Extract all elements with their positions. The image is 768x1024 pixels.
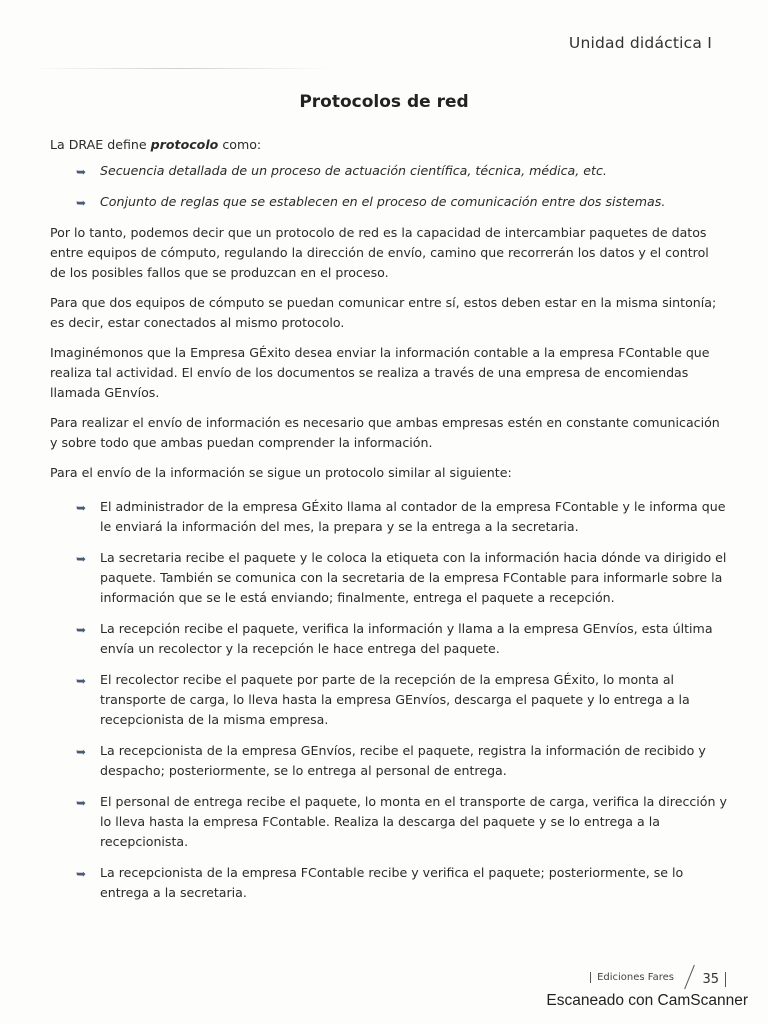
arrow-bullet-icon: ➥ (76, 501, 87, 515)
arrow-bullet-icon: ➥ (76, 196, 87, 210)
page-number: 35 (702, 972, 726, 987)
intro-suffix: como: (218, 137, 262, 152)
step-text: La recepción recibe el paquete, verifica la información y llama a la empresa GEnvíos, esta última envía un recolector y la recepción le hace entrega del paquete. (100, 621, 713, 656)
paragraph: Imaginémonos que la Empresa GÉxito desea enviar la información contable a la empresa FContable que realiza tal actividad. El envío de los documentos se realiza a través de una empresa de encomiendas llamada GEnvíos. (50, 345, 710, 400)
list-item (50, 619, 728, 659)
step-text: El administrador de la empresa GÉxito llama al contador de la empresa FContable y le informa que le enviará la información del mes, la prepara y se la entrega a la secretaria. (100, 499, 726, 534)
list-item (50, 192, 728, 212)
arrow-bullet-icon: ➥ (76, 623, 87, 637)
intro-paragraph (50, 135, 728, 155)
list-item (50, 497, 728, 537)
list-item (50, 548, 728, 608)
paragraph: Para el envío de la información se sigue un protocolo similar al siguiente: (50, 465, 512, 480)
intro-prefix: La DRAE define (50, 137, 151, 152)
paragraph: Para que dos equipos de cómputo se puedan comunicar entre sí, estos deben estar en la misma sintonía; es decir, estar conectados al mismo protocolo. (50, 295, 717, 330)
step-text: La secretaria recibe el paquete y le coloca la etiqueta con la información hacia dónde va dirigido el paquete. También se comunica con la secretaria de la empresa FContable para informarle sobre la información que se le está enviando; finalmente, entrega el paquete a recepción. (100, 550, 727, 605)
paragraph: Para realizar el envío de información es necesario que ambas empresas estén en constante comunicación y sobre todo que ambas puedan comprender la información. (50, 415, 720, 450)
footer-divider (684, 965, 695, 989)
list-item (50, 670, 728, 730)
definition-text: Secuencia detallada de un proceso de actuación científica, técnica, médica, etc. (100, 163, 607, 178)
page-title: Protocolos de red (299, 92, 469, 112)
unit-header: Unidad didáctica I (568, 34, 712, 52)
intro-term: protocolo (150, 137, 219, 152)
arrow-bullet-icon: ➥ (76, 867, 87, 881)
protocol-steps-list (50, 497, 728, 903)
scanner-watermark: Escaneado con CamScanner (546, 992, 748, 1009)
list-item (50, 792, 728, 852)
main-content (50, 135, 728, 914)
publisher-label: Ediciones Fares (590, 972, 674, 983)
step-text: La recepcionista de la empresa GEnvíos, recibe el paquete, registra la información de recibido y despacho; posteriormente, se lo entrega al personal de entrega. (100, 743, 706, 778)
list-item (50, 863, 728, 903)
step-text: El personal de entrega recibe el paquete, lo monta en el transporte de carga, verifica la dirección y lo lleva hasta la empresa FContable. Realiza la descarga del paquete y se lo entrega a la recepcionista. (100, 794, 727, 849)
step-text: El recolector recibe el paquete por parte de la recepción de la empresa GÉxito, lo monta al transporte de carga, lo lleva hasta la empresa GEnvíos, descarga el paquete y lo entrega a la recepcionista de la misma empresa. (100, 672, 690, 727)
arrow-bullet-icon: ➥ (76, 165, 87, 179)
list-item (50, 741, 728, 781)
arrow-bullet-icon: ➥ (76, 796, 87, 810)
arrow-bullet-icon: ➥ (76, 674, 87, 688)
arrow-bullet-icon: ➥ (76, 552, 87, 566)
header-divider (30, 68, 330, 69)
list-item (50, 161, 728, 181)
arrow-bullet-icon: ➥ (76, 745, 87, 759)
definition-list (50, 161, 728, 212)
step-text: La recepcionista de la empresa FContable recibe y verifica el paquete; posteriormente, se lo entrega a la secretaria. (100, 865, 684, 900)
paragraph: Por lo tanto, podemos decir que un protocolo de red es la capacidad de intercambiar paquetes de datos entre equipos de cómputo, regulando la dirección de envío, camino que recorrerán los datos y el control de los posibles fallos que se produzcan en el proceso. (50, 225, 709, 280)
definition-text: Conjunto de reglas que se establecen en el proceso de comunicación entre dos sistemas. (100, 194, 666, 209)
